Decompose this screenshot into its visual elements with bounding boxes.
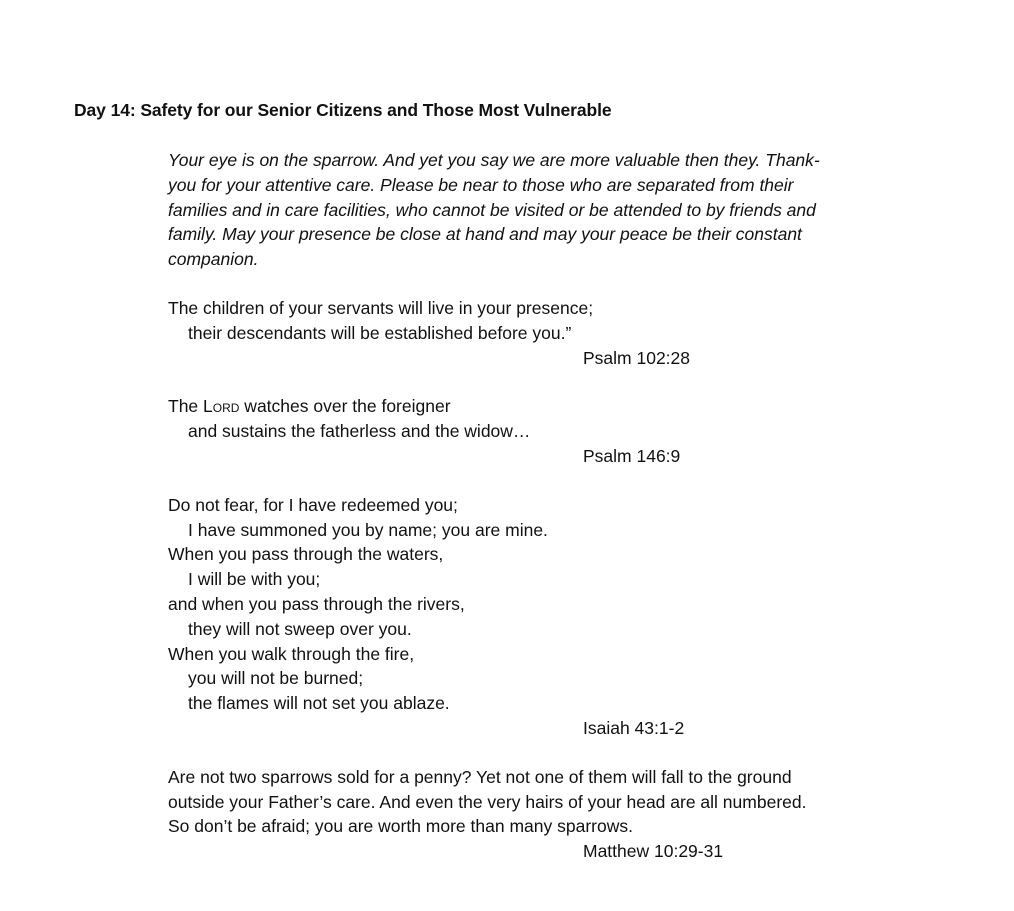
verse-line: you will not be burned; xyxy=(188,668,364,689)
scripture-reference: Isaiah 43:1-2 xyxy=(583,717,685,738)
verse-line: the flames will not set you ablaze. xyxy=(188,693,450,714)
prayer-line: you for your attentive care. Please be near to those who are separated from their xyxy=(168,174,794,195)
scripture-passage xyxy=(168,765,928,864)
verse-line: outside your Father’s care. And even the very hairs of your head are all numbered. xyxy=(168,791,807,812)
scripture-reference: Matthew 10:29-31 xyxy=(583,841,724,862)
prayer-line: Your eye is on the sparrow. And yet you say we are more valuable then they. Thank- xyxy=(168,150,820,170)
prayer-line: family. May your presence be close at hand and may your peace be their constant xyxy=(168,224,802,245)
verse-line: I will be with you; xyxy=(188,569,321,590)
verse-text: The xyxy=(168,396,204,417)
prayer-paragraph xyxy=(168,148,928,272)
lord-smallcaps: Lord xyxy=(203,396,240,417)
verse-line: The children of your servants will live in your presence; xyxy=(168,297,594,318)
scripture-passage xyxy=(168,296,928,370)
scripture-passage xyxy=(168,493,928,741)
verse-text: watches over the foreigner xyxy=(239,396,451,417)
scripture-reference: Psalm 146:9 xyxy=(583,445,681,466)
verse-line: When you pass through the waters, xyxy=(168,544,444,565)
page-title: Day 14: Safety for our Senior Citizens and Those Most Vulnerable xyxy=(74,100,612,120)
document-body xyxy=(168,148,928,864)
verse-line: their descendants will be established before you.” xyxy=(188,322,572,343)
prayer-line: families and in care facilities, who cannot be visited or be attended to by friends and xyxy=(168,199,816,220)
verse-line: and sustains the fatherless and the widow… xyxy=(188,421,531,442)
prayer-line: companion. xyxy=(168,249,259,270)
verse-line: Are not two sparrows sold for a penny? Yet not one of them will fall to the ground xyxy=(168,766,792,787)
verse-line: they will not sweep over you. xyxy=(188,618,412,639)
verse-line: When you walk through the fire, xyxy=(168,643,415,664)
scripture-passage xyxy=(168,394,928,468)
verse-line: and when you pass through the rivers, xyxy=(168,593,465,614)
verse-line xyxy=(168,394,928,419)
verse-line: I have summoned you by name; you are mine. xyxy=(188,519,548,540)
scripture-reference: Psalm 102:28 xyxy=(583,347,691,368)
verse-line: So don’t be afraid; you are worth more than many sparrows. xyxy=(168,816,633,837)
verse-line: Do not fear, for I have redeemed you; xyxy=(168,494,458,515)
